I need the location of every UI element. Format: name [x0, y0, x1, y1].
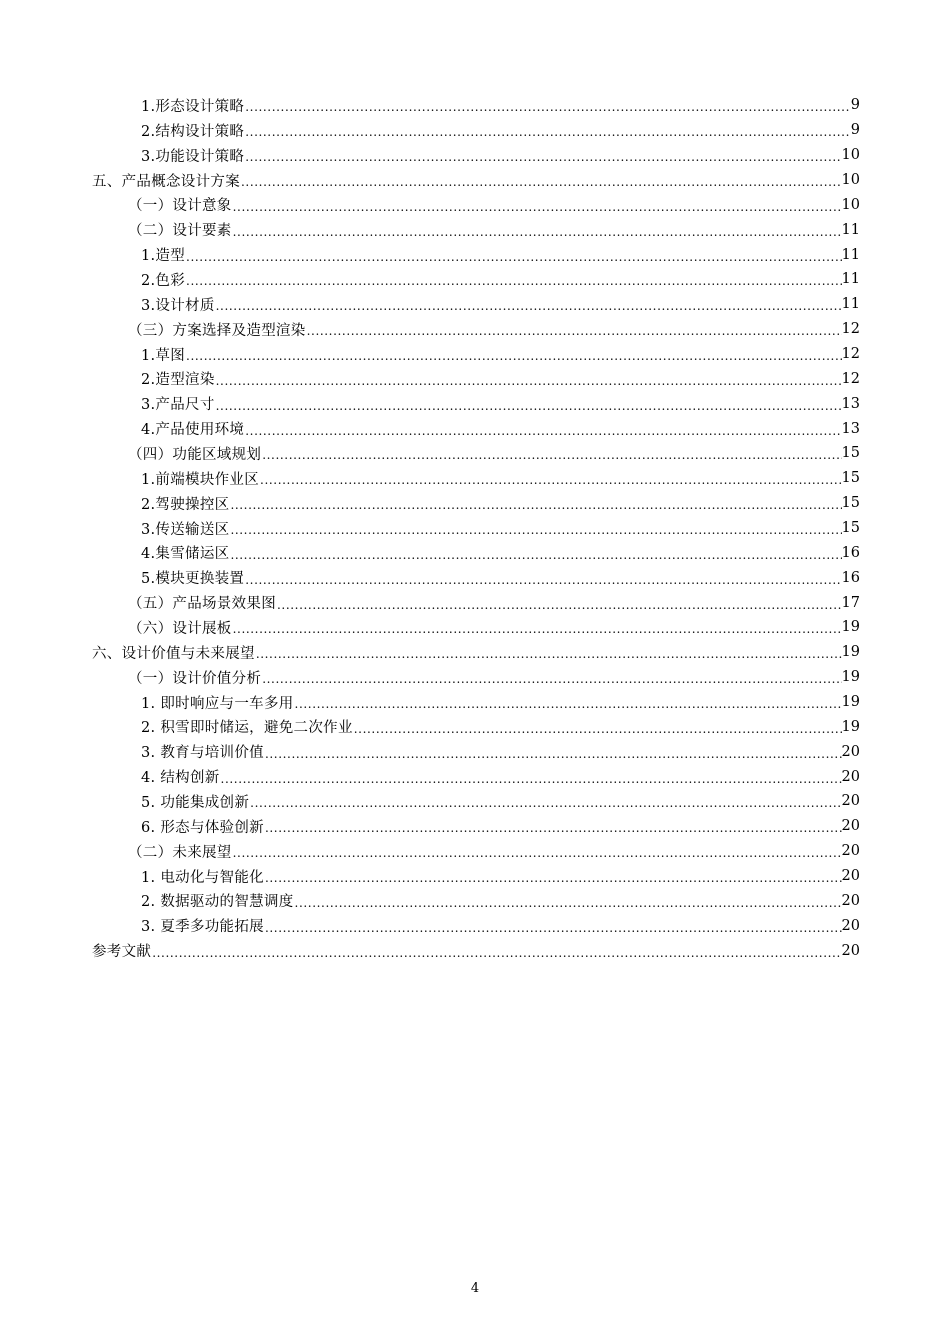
toc-leader-dots [152, 946, 841, 960]
toc-leader-dots [262, 672, 841, 686]
toc-leader-dots [233, 622, 842, 636]
toc-entry[interactable] [92, 839, 860, 864]
toc-entry-title: （四）功能区域规划 [128, 446, 262, 463]
toc-entry-page: 17 [841, 594, 860, 611]
toc-entry-page: 10 [841, 147, 860, 164]
toc-entry-title: （一）设计价值分析 [128, 670, 262, 687]
toc-entry-page: 20 [841, 892, 860, 909]
toc-entry-title: 1. 即时响应与一车多用 [141, 695, 294, 712]
toc-entry-title: （五）产品场景效果图 [128, 596, 276, 613]
toc-leader-dots [354, 722, 842, 736]
toc-entry[interactable] [92, 615, 860, 640]
toc-entry[interactable] [92, 764, 860, 789]
toc-entry-page: 19 [841, 694, 860, 711]
toc-entry-title: 五、产品概念设计方案 [92, 173, 240, 190]
toc-entry[interactable] [92, 789, 860, 814]
toc-entry-title: 1.草图 [141, 347, 186, 364]
toc-entry-title: 3.功能设计策略 [141, 148, 245, 165]
toc-entry[interactable] [92, 143, 860, 168]
toc-entry[interactable] [92, 938, 860, 963]
toc-entry-title: 2. 数据驱动的智慧调度 [141, 894, 294, 911]
toc-entry-title: 3. 教育与培训价值 [141, 745, 264, 762]
toc-entry[interactable] [92, 466, 860, 491]
toc-entry[interactable] [92, 118, 860, 143]
toc-leader-dots [216, 399, 842, 413]
toc-entry[interactable] [92, 516, 860, 541]
toc-entry-page: 11 [841, 246, 860, 263]
toc-entry-title: 3. 夏季多功能拓展 [141, 919, 264, 936]
toc-entry-page: 19 [841, 718, 860, 735]
toc-leader-dots [230, 523, 841, 537]
toc-entry[interactable] [92, 714, 860, 739]
toc-entry-title: 1. 电动化与智能化 [141, 869, 264, 886]
toc-entry[interactable] [92, 640, 860, 665]
toc-entry[interactable] [92, 690, 860, 715]
toc-entry[interactable] [92, 391, 860, 416]
toc-entry-title: 六、设计价值与未来展望 [92, 645, 255, 662]
toc-leader-dots [245, 100, 851, 114]
toc-entry[interactable] [92, 441, 860, 466]
toc-entry[interactable] [92, 168, 860, 193]
toc-entry-page: 20 [841, 868, 860, 885]
toc-leader-dots [221, 772, 842, 786]
toc-entry[interactable] [92, 267, 860, 292]
toc-entry-page: 16 [841, 544, 860, 561]
toc-entry-page: 20 [841, 793, 860, 810]
toc-leader-dots [277, 598, 842, 612]
toc-entry-page: 15 [841, 445, 860, 462]
toc-entry[interactable] [92, 739, 860, 764]
toc-entry-page: 20 [841, 917, 860, 934]
toc-entry-page: 9 [850, 122, 860, 139]
toc-entry-page: 12 [841, 321, 860, 338]
toc-entry[interactable] [92, 242, 860, 267]
toc-leader-dots [250, 796, 841, 810]
toc-entry-page: 12 [841, 370, 860, 387]
toc-entry-page: 20 [841, 743, 860, 760]
toc-entry-page: 20 [841, 843, 860, 860]
toc-entry[interactable] [92, 366, 860, 391]
toc-entry[interactable] [92, 416, 860, 441]
toc-entry-title: （三）方案选择及造型渲染 [128, 322, 306, 339]
toc-leader-dots [265, 747, 842, 761]
table-of-contents [92, 93, 860, 963]
toc-leader-dots [307, 324, 842, 338]
toc-entry-page: 11 [841, 271, 860, 288]
toc-leader-dots [260, 473, 842, 487]
toc-entry-title: （六）设计展板 [128, 620, 232, 637]
toc-leader-dots [245, 150, 841, 164]
toc-entry[interactable] [92, 491, 860, 516]
toc-leader-dots [230, 498, 841, 512]
toc-entry-title: 6. 形态与体验创新 [141, 819, 264, 836]
toc-entry-page: 19 [841, 669, 860, 686]
toc-entry-page: 10 [841, 196, 860, 213]
toc-leader-dots [186, 274, 842, 288]
toc-entry-title: （一）设计意象 [128, 198, 232, 215]
toc-leader-dots [186, 250, 842, 264]
toc-entry[interactable] [92, 540, 860, 565]
toc-entry-title: 2.驾驶操控区 [141, 496, 230, 513]
toc-entry-title: （二）未来展望 [128, 844, 232, 861]
toc-entry-title: 5.模块更换装置 [141, 571, 245, 588]
toc-entry-page: 20 [841, 768, 860, 785]
toc-entry-page: 10 [841, 172, 860, 188]
toc-entry[interactable] [92, 864, 860, 889]
toc-leader-dots [216, 299, 842, 313]
toc-entry-title: 1.形态设计策略 [141, 98, 245, 115]
toc-leader-dots [256, 647, 842, 661]
toc-entry-title: 4. 结构创新 [141, 770, 220, 787]
toc-entry[interactable] [92, 889, 860, 914]
toc-entry-title: 2.造型渲染 [141, 372, 215, 389]
toc-entry[interactable] [92, 342, 860, 367]
toc-leader-dots [186, 349, 842, 363]
toc-leader-dots [245, 424, 841, 438]
toc-leader-dots [230, 548, 841, 562]
toc-entry[interactable] [92, 217, 860, 242]
toc-leader-dots [295, 697, 842, 711]
toc-entry[interactable] [92, 565, 860, 590]
toc-entry-page: 19 [841, 619, 860, 636]
toc-entry-title: 3.传送输送区 [141, 521, 230, 538]
toc-entry-title: 5. 功能集成创新 [141, 794, 250, 811]
toc-leader-dots [265, 921, 842, 935]
toc-entry-title: 1.前端模块作业区 [141, 471, 260, 488]
toc-entry[interactable] [92, 93, 860, 118]
toc-entry-page: 15 [841, 520, 860, 537]
toc-leader-dots [265, 821, 842, 835]
toc-entry[interactable] [92, 665, 860, 690]
toc-entry-title: 3.设计材质 [141, 297, 215, 314]
toc-entry[interactable] [92, 317, 860, 342]
toc-leader-dots [265, 871, 842, 885]
toc-leader-dots [241, 175, 842, 189]
toc-entry-page: 11 [841, 296, 860, 313]
toc-entry-page: 13 [841, 420, 860, 437]
toc-entry[interactable] [92, 590, 860, 615]
toc-leader-dots [233, 846, 842, 860]
toc-entry-page: 20 [841, 818, 860, 835]
toc-entry-page: 11 [841, 221, 860, 238]
toc-leader-dots [295, 896, 842, 910]
toc-entry-page: 9 [850, 97, 860, 114]
toc-entry-page: 15 [841, 470, 860, 487]
toc-leader-dots [216, 374, 842, 388]
toc-entry-page: 19 [841, 644, 860, 661]
toc-leader-dots [233, 225, 842, 239]
toc-leader-dots [233, 200, 842, 214]
toc-entry-page: 12 [841, 346, 860, 363]
toc-entry-page: 13 [841, 395, 860, 412]
toc-entry-title: 2.结构设计策略 [141, 123, 245, 140]
toc-entry-title: 2. 积雪即时储运，避免二次作业 [141, 720, 353, 737]
toc-entry-page: 15 [841, 495, 860, 512]
toc-entry[interactable] [92, 292, 860, 317]
toc-entry-title: 参考文献 [92, 944, 152, 961]
toc-leader-dots [262, 448, 841, 462]
toc-entry-page: 16 [841, 569, 860, 586]
toc-entry-page: 20 [841, 942, 860, 959]
page-number: 4 [470, 1281, 480, 1296]
toc-entry-title: （二）设计要素 [128, 223, 232, 240]
toc-entry[interactable] [92, 192, 860, 217]
toc-entry-title: 3.产品尺寸 [141, 397, 215, 414]
toc-leader-dots [245, 573, 841, 587]
toc-entry-title: 2.色彩 [141, 272, 186, 289]
toc-entry-title: 1.造型 [141, 248, 186, 265]
toc-entry[interactable] [92, 814, 860, 839]
toc-entry-title: 4.集雪储运区 [141, 546, 230, 563]
toc-leader-dots [245, 125, 851, 139]
toc-entry-title: 4.产品使用环境 [141, 422, 245, 439]
toc-entry[interactable] [92, 913, 860, 938]
